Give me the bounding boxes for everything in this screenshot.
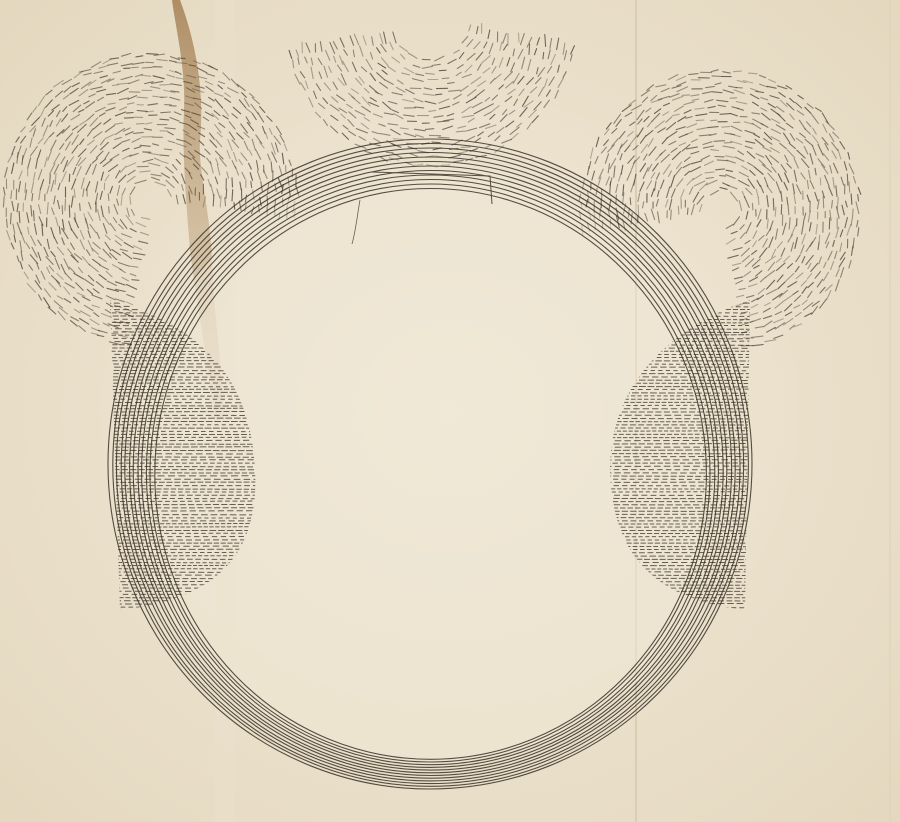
vortex-dash (80, 204, 81, 211)
vortex-dash (25, 183, 26, 192)
vortex-dash (127, 113, 134, 114)
vortex-dash (147, 54, 158, 55)
vortex-dash (439, 70, 446, 71)
vortex-dash (671, 210, 672, 219)
vortex-dash (160, 119, 169, 120)
vortex-dash (616, 195, 617, 205)
vortex-dash (65, 199, 66, 210)
hatch-line (105, 440, 260, 441)
vortex-dash (722, 127, 730, 128)
vortex-dash (758, 198, 759, 205)
vortex-dash (132, 67, 139, 68)
vortex-dash (142, 67, 152, 68)
hatch-line (105, 489, 260, 490)
vortex-dash (112, 333, 118, 334)
vortex-dash (178, 58, 185, 59)
vortex-dash (714, 141, 725, 142)
vortex-dash (226, 190, 227, 199)
vortex-dash (232, 178, 233, 187)
vortex-dash (161, 97, 167, 98)
vortex-dash (232, 190, 233, 201)
vortex-dash (124, 118, 133, 119)
vortex-dash (11, 213, 12, 224)
vortex-dash (775, 207, 776, 216)
vortex-dash (678, 206, 679, 214)
vortex-dash (529, 44, 530, 55)
hatch-line (105, 457, 260, 458)
vortex-dash (712, 76, 723, 77)
vortex-dash (34, 211, 35, 221)
vortex-dash (69, 205, 70, 217)
vortex-dash (109, 207, 110, 213)
vortex-dash (461, 147, 470, 148)
vortex-dash (829, 218, 830, 229)
vortex-dash (752, 203, 753, 210)
vortex-dash (137, 97, 147, 98)
hatch-line (105, 501, 260, 502)
hatch-line (105, 408, 260, 409)
vortex-dash (213, 195, 214, 207)
vortex-dash (773, 199, 774, 211)
vortex-dash (630, 198, 631, 205)
vortex-dash (849, 182, 850, 192)
vortex-dash (519, 33, 520, 42)
vortex-dash (160, 85, 170, 86)
hatch-line (105, 511, 260, 512)
vortex-dash (160, 155, 169, 156)
vortex-dash (720, 114, 730, 115)
vortex-dash (161, 112, 171, 113)
vortex-dash (720, 176, 726, 177)
vortex-dash (425, 129, 433, 130)
vortex-dash (386, 152, 392, 153)
vortex-dash (146, 111, 154, 112)
vortex-dash (847, 174, 848, 185)
vortex-dash (435, 94, 441, 95)
vortex-dash (225, 198, 226, 206)
vortex-dash (696, 120, 704, 121)
vortex-dash (50, 175, 51, 184)
vortex-dash (132, 280, 139, 281)
hatch-line (605, 450, 755, 451)
vortex-dash (734, 71, 742, 72)
vortex-dash (108, 194, 109, 201)
vortex-dash (852, 209, 853, 219)
hatch-line (605, 418, 755, 419)
vortex-dash (851, 220, 852, 226)
vortex-dash (819, 235, 820, 241)
vortex-dash (823, 196, 824, 208)
vortex-dash (711, 120, 717, 121)
vortex-dash (432, 142, 440, 143)
vortex-dash (75, 213, 76, 222)
vortex-dash (137, 124, 145, 125)
vortex-dash (749, 73, 758, 74)
vortex-dash (687, 208, 688, 214)
vortex-dash (442, 78, 449, 79)
